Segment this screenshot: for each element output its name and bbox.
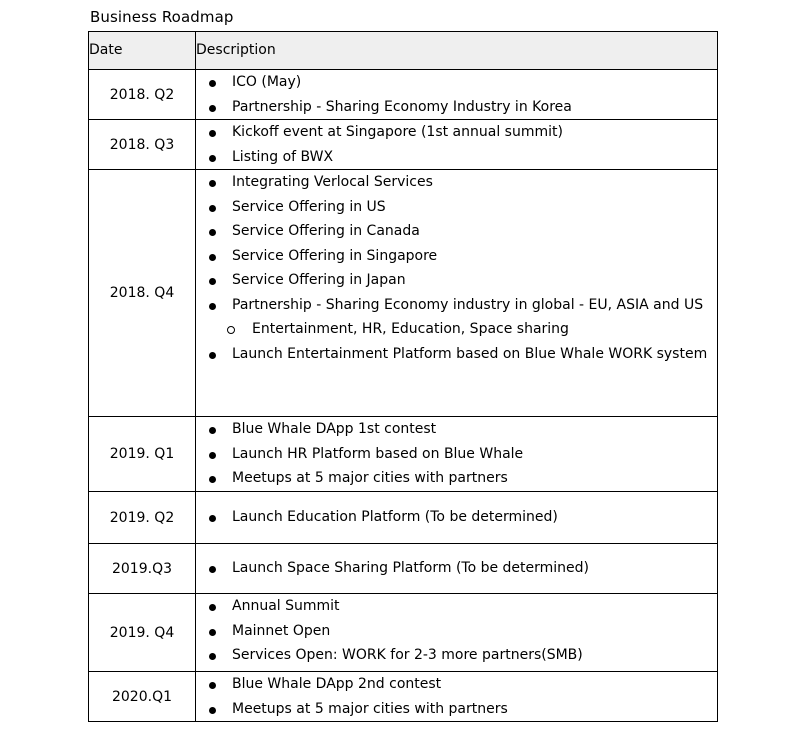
description-cell xyxy=(196,672,718,722)
description-list xyxy=(196,417,717,491)
bullet-icon xyxy=(209,130,216,137)
description-cell xyxy=(196,170,718,417)
list-item xyxy=(196,244,717,269)
list-item xyxy=(196,643,717,668)
list-item xyxy=(196,268,717,293)
bullet-icon xyxy=(209,352,216,359)
list-item xyxy=(196,95,717,120)
list-item xyxy=(196,120,717,145)
table-header-row xyxy=(89,32,718,70)
description-list xyxy=(196,120,717,169)
hollow-bullet-icon xyxy=(227,326,235,334)
bullet-icon xyxy=(209,604,216,611)
date-cell: 2018. Q3 xyxy=(89,120,196,170)
bullet-icon xyxy=(209,629,216,636)
table-row xyxy=(89,672,718,722)
bullet-icon xyxy=(209,180,216,187)
description-cell xyxy=(196,120,718,170)
list-item xyxy=(196,342,717,367)
list-item-text: Launch Education Platform (To be determined) xyxy=(232,509,558,526)
table-row xyxy=(89,417,718,492)
list-item xyxy=(196,145,717,170)
date-cell: 2019. Q2 xyxy=(89,492,196,544)
date-cell: 2020.Q1 xyxy=(89,672,196,722)
list-item-text: Service Offering in US xyxy=(232,198,386,215)
list-item-text: Meetups at 5 major cities with partners xyxy=(232,470,508,486)
list-item xyxy=(196,672,717,697)
description-list xyxy=(196,594,717,668)
list-item xyxy=(196,195,717,220)
list-item-text: Blue Whale DApp 2nd contest xyxy=(232,676,442,692)
bullet-icon xyxy=(209,278,216,285)
description-cell xyxy=(196,70,718,120)
list-item-text: ICO (May) xyxy=(232,74,302,90)
table-row xyxy=(89,70,718,120)
bullet-icon xyxy=(209,229,216,236)
date-cell: 2018. Q4 xyxy=(89,170,196,417)
list-item-text: Meetups at 5 major cities with partners xyxy=(232,700,508,717)
bullet-icon xyxy=(209,452,216,459)
sub-list-item xyxy=(196,317,717,342)
description-list xyxy=(196,505,717,530)
list-item xyxy=(196,219,717,244)
description-list xyxy=(196,556,717,581)
list-item-text: Launch HR Platform based on Blue Whale xyxy=(232,445,524,462)
date-cell: 2019. Q4 xyxy=(89,594,196,672)
list-item xyxy=(196,594,717,619)
table-row xyxy=(89,120,718,170)
bullet-icon xyxy=(209,653,216,660)
bullet-icon xyxy=(209,80,216,87)
list-item xyxy=(196,417,717,442)
list-item-text: Service Offering in Japan xyxy=(232,272,406,288)
description-list xyxy=(196,170,717,366)
list-item-text: Entertainment, HR, Education, Space sharing xyxy=(252,321,569,337)
list-item xyxy=(196,170,717,195)
bullet-icon xyxy=(209,105,216,112)
description-cell xyxy=(196,492,718,544)
list-item-text: Mainnet Open xyxy=(232,622,331,639)
bullet-icon xyxy=(209,303,216,310)
list-item xyxy=(196,619,717,644)
description-list xyxy=(196,672,717,721)
list-item xyxy=(196,697,717,722)
list-item-text: Service Offering in Canada xyxy=(232,223,420,239)
date-cell: 2019.Q3 xyxy=(89,544,196,594)
list-item-text: Blue Whale DApp 1st contest xyxy=(232,421,437,437)
date-cell: 2019. Q1 xyxy=(89,417,196,492)
header-description: Description xyxy=(196,32,718,70)
table-row xyxy=(89,170,718,417)
bullet-icon xyxy=(209,707,216,714)
list-item-text: Launch Entertainment Platform based on Blue Whale WORK system xyxy=(232,345,708,362)
list-item-text: Service Offering in Singapore xyxy=(232,247,438,264)
list-item xyxy=(196,556,717,581)
bullet-icon xyxy=(209,254,216,261)
roadmap-table xyxy=(88,31,718,722)
table-row xyxy=(89,492,718,544)
bullet-icon xyxy=(209,205,216,212)
list-item-text: Listing of BWX xyxy=(232,148,334,165)
date-cell: 2018. Q2 xyxy=(89,70,196,120)
list-item-text: Partnership - Sharing Economy Industry in Korea xyxy=(232,98,572,115)
list-item-text: Launch Space Sharing Platform (To be determined) xyxy=(232,560,590,577)
page-title: Business Roadmap xyxy=(90,8,234,26)
bullet-icon xyxy=(209,427,216,434)
list-item xyxy=(196,466,717,491)
bullet-icon xyxy=(209,476,216,483)
description-list xyxy=(196,70,717,119)
list-item xyxy=(196,442,717,467)
table-row xyxy=(89,544,718,594)
list-item-text: Services Open: WORK for 2-3 more partners(SMB) xyxy=(232,647,583,663)
bullet-icon xyxy=(209,682,216,689)
bullet-icon xyxy=(209,155,216,162)
description-cell xyxy=(196,417,718,492)
bullet-icon xyxy=(209,515,216,522)
header-date: Date xyxy=(89,32,196,70)
list-item xyxy=(196,505,717,530)
table-row xyxy=(89,594,718,672)
list-item-text: Partnership - Sharing Economy industry in global - EU, ASIA and US xyxy=(232,296,704,313)
bullet-icon xyxy=(209,566,216,573)
list-item-text: Integrating Verlocal Services xyxy=(232,174,433,190)
description-cell xyxy=(196,544,718,594)
list-item-text: Annual Summit xyxy=(232,598,340,614)
list-item xyxy=(196,70,717,95)
list-item xyxy=(196,293,717,318)
description-cell xyxy=(196,594,718,672)
list-item-text: Kickoff event at Singapore (1st annual summit) xyxy=(232,124,563,140)
